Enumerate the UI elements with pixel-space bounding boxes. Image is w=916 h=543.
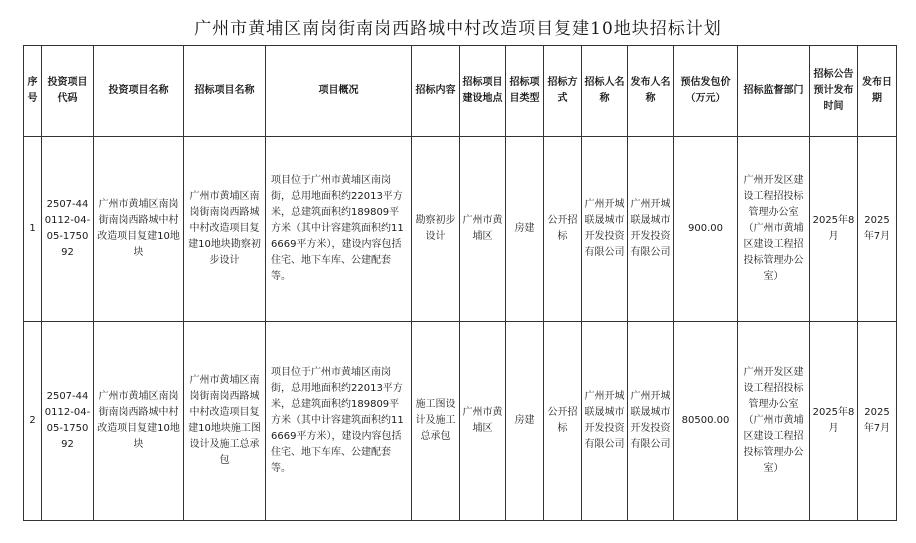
cell-tenderer: 广州开城联晟城市开发投资有限公司 bbox=[582, 137, 628, 322]
cell-content: 施工图设计及施工总承包 bbox=[412, 322, 460, 521]
header-publish-date: 发布日期 bbox=[858, 46, 897, 137]
header-type: 招标项目类型 bbox=[506, 46, 544, 137]
cell-announce-time: 2025年8月 bbox=[810, 137, 858, 322]
bid-plan-table bbox=[23, 45, 897, 521]
cell-supervisor: 广州开发区建设工程招投标管理办公室（广州市黄埔区建设工程招投标管理办公室） bbox=[738, 137, 810, 322]
page-title: 广州市黄埔区南岗街南岗西路城中村改造项目复建10地块招标计划 bbox=[194, 19, 722, 39]
cell-publish-date: 2025年7月 bbox=[858, 322, 897, 521]
cell-invest-name: 广州市黄埔区南岗街南岗西路城中村改造项目复建10地块 bbox=[94, 322, 184, 521]
cell-method: 公开招标 bbox=[544, 322, 582, 521]
cell-bid-name: 广州市黄埔区南岗街南岗西路城中村改造项目复建10地块施工图设计及施工总承包 bbox=[184, 322, 266, 521]
table-row bbox=[24, 322, 897, 521]
header-price: 预估发包价（万元） bbox=[674, 46, 738, 137]
table-header-row bbox=[24, 46, 897, 137]
cell-code: 2507-440112-04-05-175092 bbox=[42, 137, 94, 322]
header-overview: 项目概况 bbox=[266, 46, 412, 137]
cell-location: 广州市黄埔区 bbox=[460, 137, 506, 322]
cell-seq: 1 bbox=[24, 137, 42, 322]
header-location: 招标项目建设地点 bbox=[460, 46, 506, 137]
header-announce-time: 招标公告预计发布时间 bbox=[810, 46, 858, 137]
cell-overview: 项目位于广州市黄埔区南岗街，总用地面积约22013平方米，总建筑面积约189809平方米（其中计容建筑面积约116669平方米），建设内容包括住宅、地下车库、公建配套等。 bbox=[266, 322, 412, 521]
cell-price: 80500.00 bbox=[674, 322, 738, 521]
cell-announce-time: 2025年8月 bbox=[810, 322, 858, 521]
cell-type: 房建 bbox=[506, 322, 544, 521]
cell-price: 900.00 bbox=[674, 137, 738, 322]
header-bid-name: 招标项目名称 bbox=[184, 46, 266, 137]
cell-bid-name: 广州市黄埔区南岗街南岗西路城中村改造项目复建10地块勘察初步设计 bbox=[184, 137, 266, 322]
cell-content: 勘察初步设计 bbox=[412, 137, 460, 322]
cell-publisher: 广州开城联晟城市开发投资有限公司 bbox=[628, 322, 674, 521]
cell-overview: 项目位于广州市黄埔区南岗街，总用地面积约22013平方米，总建筑面积约189809平方米（其中计容建筑面积约116669平方米），建设内容包括住宅、地下车库、公建配套等。 bbox=[266, 137, 412, 322]
cell-publisher: 广州开城联晟城市开发投资有限公司 bbox=[628, 137, 674, 322]
cell-invest-name: 广州市黄埔区南岗街南岗西路城中村改造项目复建10地块 bbox=[94, 137, 184, 322]
header-method: 招标方式 bbox=[544, 46, 582, 137]
table-row bbox=[24, 137, 897, 322]
cell-method: 公开招标 bbox=[544, 137, 582, 322]
header-publisher: 发布人名称 bbox=[628, 46, 674, 137]
cell-tenderer: 广州开城联晟城市开发投资有限公司 bbox=[582, 322, 628, 521]
cell-seq: 2 bbox=[24, 322, 42, 521]
header-content: 招标内容 bbox=[412, 46, 460, 137]
cell-supervisor: 广州开发区建设工程招投标管理办公室（广州市黄埔区建设工程招投标管理办公室） bbox=[738, 322, 810, 521]
header-supervisor: 招标监督部门 bbox=[738, 46, 810, 137]
header-code: 投资项目代码 bbox=[42, 46, 94, 137]
cell-publish-date: 2025年7月 bbox=[858, 137, 897, 322]
header-tenderer: 招标人名称 bbox=[582, 46, 628, 137]
cell-type: 房建 bbox=[506, 137, 544, 322]
header-seq: 序号 bbox=[24, 46, 42, 137]
cell-code: 2507-440112-04-05-175092 bbox=[42, 322, 94, 521]
header-invest-name: 投资项目名称 bbox=[94, 46, 184, 137]
cell-location: 广州市黄埔区 bbox=[460, 322, 506, 521]
